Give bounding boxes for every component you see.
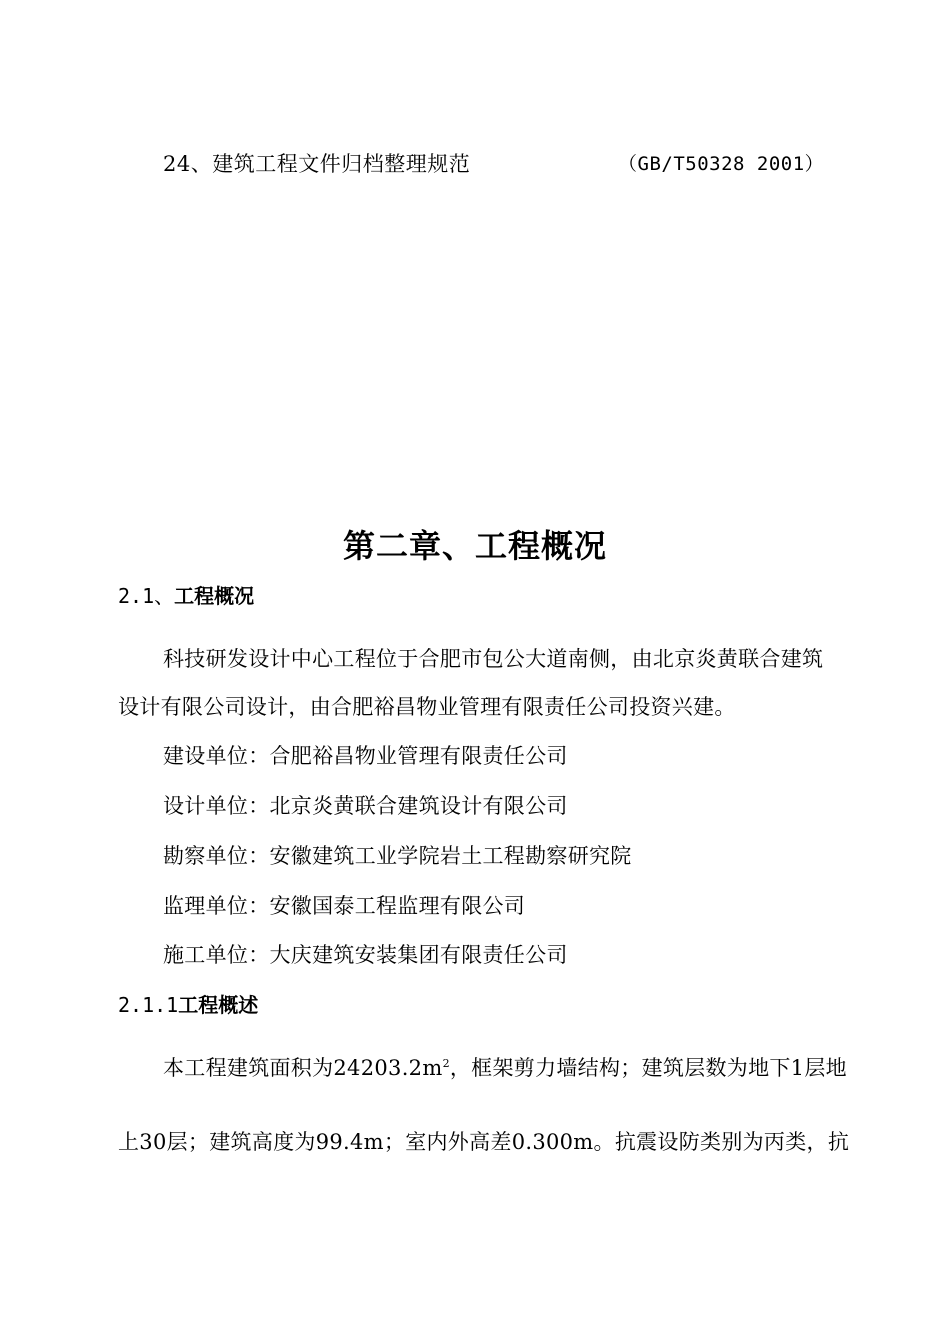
reference-item-24-code: （GB/T50328 2001） [618,153,825,175]
overview-paragraph-line-2: 上30层；建筑高度为99.4m；室内外高差0.300m。抗震设防类别为丙类，抗 [118,1130,850,1154]
section-heading-2-1-1 [118,991,258,1019]
section-title: 工程概述 [178,993,259,1017]
chapter-title: 第二章、工程概况 [342,527,607,565]
overview-text-structure: ，框架剪力墙结构；建筑层数为地下1层地 [449,1056,847,1080]
contractor-unit: 施工单位：大庆建筑安装集团有限责任公司 [163,943,568,967]
section-heading-2-1 [118,582,254,610]
overview-paragraph-line-1 [163,1054,918,1082]
design-unit: 设计单位：北京炎黄联合建筑设计有限公司 [163,794,568,818]
reference-item-24: 24、建筑工程文件归档整理规范 [163,152,471,176]
supervision-unit: 监理单位：安徽国泰工程监理有限公司 [163,894,526,918]
section-title: 工程概况 [174,584,255,608]
survey-unit: 勘察单位：安徽建筑工业学院岩土工程勘察研究院 [163,844,632,868]
section-number: 2.1.1 [118,993,179,1017]
section-number: 2.1、 [118,584,175,608]
intro-paragraph-line-1: 科技研发设计中心工程位于合肥市包公大道南侧，由北京炎黄联合建筑 [163,647,824,671]
overview-text-area: 本工程建筑面积为24203.2m [163,1056,443,1080]
construction-unit: 建设单位：合肥裕昌物业管理有限责任公司 [163,744,568,768]
intro-paragraph-line-2: 设计有限公司设计，由合肥裕昌物业管理有限责任公司投资兴建。 [118,695,736,719]
superscript-2: 2 [442,1057,450,1070]
